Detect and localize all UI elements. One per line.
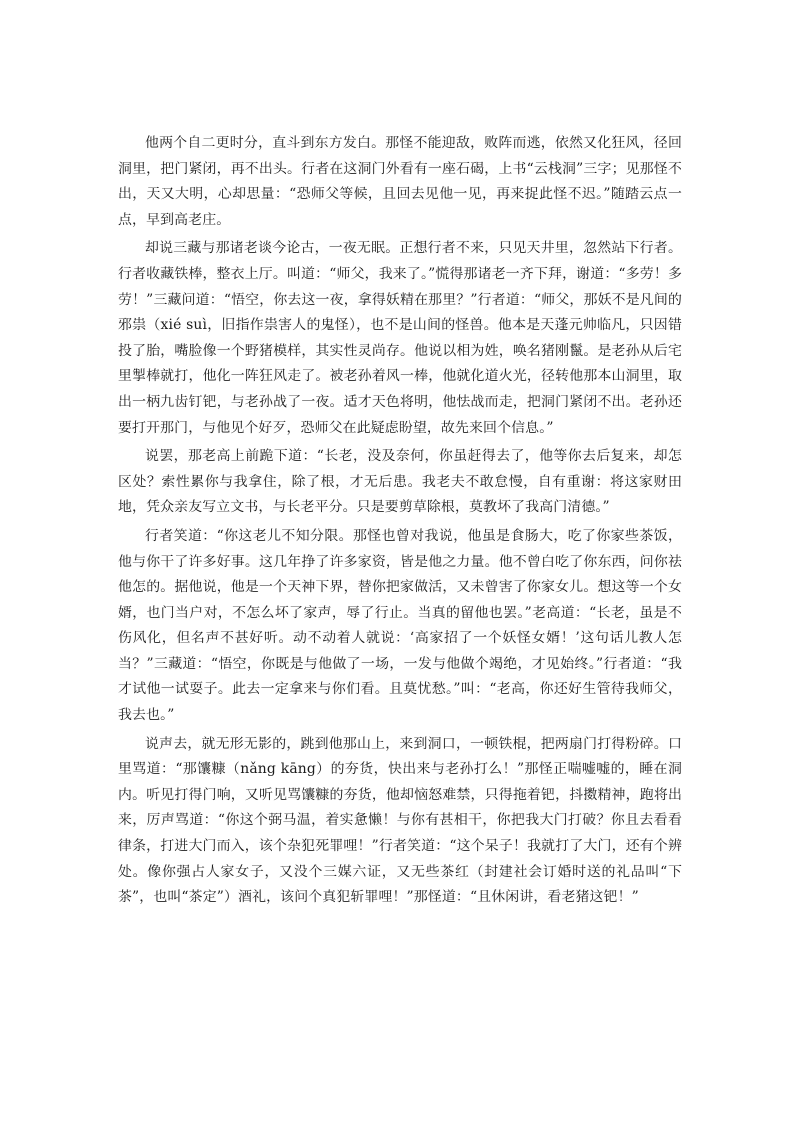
paragraph-1: 他两个自二更时分，直斗到东方发白。那怪不能迎敌，败阵而逃，依然又化狂风，径回洞里，把门紧闭，再不出头。行者在这洞门外看有一座石碣，上书“云栈洞”三字；见那怪不出，天又大明，心却思量：“恐师父等候，且回去见他一见，再来捉此怪不迟。”随踏云点一点，早到高老庄。 xyxy=(118,135,682,228)
paragraph-3: 说罢，那老高上前跪下道：“长老，没及奈何，你虽赶得去了，他等你去后复来，却怎区处？索性累你与我拿住，除了根，才无后患。我老夫不敢怠慢，自有重谢：将这家财田地，凭众亲友写立文书，与长老平分。只是要剪草除根，莫教坏了我高门清德。” xyxy=(118,448,682,516)
paragraph-2: 却说三藏与那诸老谈今论古，一夜无眠。正想行者不来，只见天井里，忽然站下行者。行者收藏铁棒，整衣上厅。叫道：“师父，我来了。”慌得那诸老一齐下拜，谢道：“多劳！多劳！”三藏问道：“悟空，你去这一夜，拿得妖精在那里？”行者道：“师父，那妖不是凡间的邪祟（xié suì，旧指作祟害人的鬼怪），也不是山间的怪兽。他本是天蓬元帅临凡，只因错投了胎，嘴脸像一个野猪模样，其实性灵尚存。他说以相为姓，唤名猪刚鬣。是老孙从后宅里掣棒就打，他化一阵狂风走了。被老孙着风一棒，他就化道火光，径转他那本山洞里，取出一柄九齿钉钯，与老孙战了一夜。适才天色将明，他怯战而走，把洞门紧闭不出。老孙还要打开那门，与他见个好歹，恐师父在此疑虑盼望，故先来回个信息。” xyxy=(118,240,682,436)
paragraph-4: 行者笑道：“你这老儿不知分限。那怪也曾对我说，他虽是食肠大，吃了你家些茶饭，他与你干了许多好事。这几年挣了许多家资，皆是他之力量。他不曾白吃了你东西，问你祛他怎的。据他说，他是一个天神下界，替你把家做活，又未曾害了你家女儿。想这等一个女婿，也门当户对，不怎么坏了家声，辱了行止。当真的留他也罢。”老高道：“长老，虽是不伤风化，但名声不甚好听。动不动着人就说：‘高家招了一个妖怪女婿！’这句话儿教人怎当？”三藏道：“悟空，你既是与他做了一场，一发与他做个竭绝，才见始终。”行者道：“我才试他一试耍子。此去一定拿来与你们看。且莫忧愁。”叫：“老高，你还好生管待我师父，我去也。” xyxy=(118,527,682,724)
paragraph-5: 说声去，就无形无影的，跳到他那山上，来到洞口，一顿铁棍，把两扇门打得粉碎。口里骂道：“那馕糠（nǎng kāng）的夯货，快出来与老孙打么！”那怪正喘嘘嘘的，睡在洞内。听见打得门响，又听见骂馕糠的夯货，他却恼怒难禁，只得拖着钯，抖擞精神，跑将出来，厉声骂道：“你这个弼马温，着实惫懒！与你有甚相干，你把我大门打破？你且去看看律条，打进大门而入，该个杂犯死罪哩！”行者笑道：“这个呆子！我就打了大门，还有个辨处。像你强占人家女子，又没个三媒六证，又无些茶红（封建社会订婚时送的礼品叫“下茶”，也叫“茶定”）酒礼，该问个真犯斩罪哩！”那怪道：“且休闲讲，看老猪这钯！” xyxy=(118,735,682,906)
